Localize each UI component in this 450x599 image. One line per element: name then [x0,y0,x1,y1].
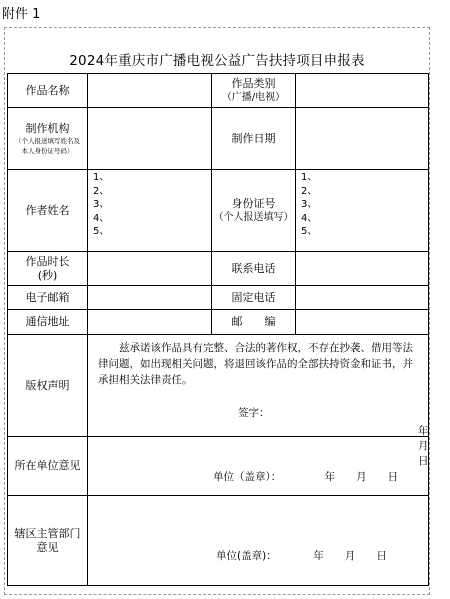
id-item-5: 5、 [301,226,318,237]
application-form-table [7,73,450,586]
email-field[interactable] [88,286,212,310]
id-item-3: 3、 [301,199,318,210]
work-name-field[interactable] [88,74,212,108]
dept-opinion-field[interactable] [88,496,429,586]
produce-date-label: 制作日期 [212,108,296,170]
address-field[interactable] [88,310,212,335]
address-label: 通信地址 [8,310,88,335]
unit-stamp-label: 单位（盖章）： 年 月 日 [213,471,399,483]
id-number-list[interactable] [296,170,429,252]
email-label: 电子邮箱 [8,286,88,310]
id-item-2: 2、 [301,185,318,197]
copyright-label: 版权声明 [8,335,88,437]
duration-label: 作品时长 (秒) [8,252,88,286]
landline-field[interactable] [296,286,429,310]
producer-label: 制作机构 （个人报送填写姓名及 本人身份证号码） [8,108,88,170]
phone-field[interactable] [296,252,429,286]
copyright-declaration [88,335,450,467]
postcode-label: 邮 编 [212,310,296,335]
author-item-1: 1、 [93,172,110,183]
author-item-4: 4、 [93,212,110,224]
id-item-4: 4、 [301,212,318,224]
author-label: 作者姓名 [8,170,88,252]
author-list[interactable] [88,170,212,252]
duration-field[interactable] [88,252,212,286]
declaration-date: 年 月 日 [418,425,450,467]
dept-opinion-label: 辖区主管部门 意见 [8,496,88,586]
unit-opinion-field[interactable] [88,437,429,496]
id-item-1: 1、 [301,172,318,183]
producer-field[interactable] [88,108,212,170]
attachment-label: 附件 1 [2,7,41,22]
postcode-field[interactable] [296,310,429,335]
dept-stamp-label: 单位(盖章)： 年 月 日 [216,550,387,562]
declaration-text: 兹承诺该作品具有完整、合法的著作权，不存在抄袭、借用等法律问题，如出现相关问题，将退回该作品的全部扶持资金和证书，并承担相关法律责任。 [98,342,413,386]
landline-label: 固定电话 [212,286,296,310]
work-type-field[interactable] [296,74,429,108]
id-number-label: 身份证号 （个人报送填写） [212,170,296,252]
author-item-2: 2、 [93,185,110,197]
work-type-label: 作品类别 （广播/电视） [212,74,296,108]
phone-label: 联系电话 [212,252,296,286]
unit-opinion-label: 所在单位意见 [8,437,88,496]
author-item-3: 3、 [93,199,110,210]
signature-label: 签字： [238,407,270,419]
author-item-5: 5、 [93,226,110,237]
form-title: 2024年重庆市广播电视公益广告扶持项目申报表 [69,53,365,69]
work-name-label: 作品名称 [8,74,88,108]
produce-date-field[interactable] [296,108,429,170]
